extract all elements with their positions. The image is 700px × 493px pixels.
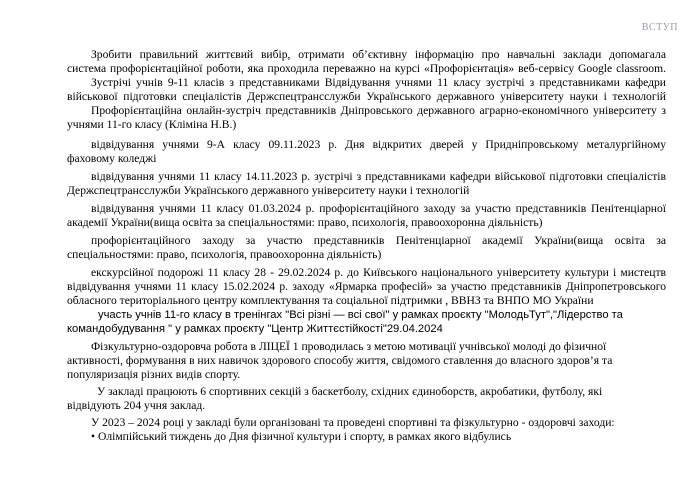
text-line: У закладі працюють 6 спортивних секцій з баскетболу, східних єдиноборств, акробатики, футболу, які bbox=[97, 385, 603, 398]
text-line: У 2023 – 2024 році у закладі були організовані та проведені спортивні та фізкультурно - оздоровчі заходи: bbox=[91, 416, 615, 429]
text-line: академії України(вища освіта за спеціальностями: право, психологія, правоохоронна діяльність) bbox=[67, 216, 543, 229]
section-header: ВСТУП bbox=[641, 22, 678, 33]
text-line: спеціальностями: право, психологія, правоохоронна діяльність) bbox=[67, 248, 382, 261]
bullet-item: • Олімпійський тиждень до Дня фізичної культури і спорту, в рамках якого відбулись bbox=[91, 430, 512, 443]
text-line: активності, формування в них навичок здорового способу життя, свідомого ставлення до власного здоров’я та bbox=[67, 354, 613, 367]
text-line: участь учнів 11-го класу в тренінгах "Всі різні — всі свої" у рамках проєкту "МолодьТут","Лідерство та bbox=[98, 309, 623, 321]
text-line: фаховому коледжі bbox=[67, 152, 157, 165]
text-line: відвідування учнями 11 класу 01.03.2024 р. профорієнтаційного заходу за участю представників Пенітенціарної bbox=[91, 202, 666, 215]
text-line: учнями 11-го класу (Клімiна Н.В.) bbox=[67, 118, 237, 131]
text-line: Профорієнтаційна онлайн-зустріч представників Дніпровського державного аграрно-економічного університету з bbox=[91, 104, 666, 117]
text-line: екскурсійної подорожі 11 класу 28 - 29.02.2024 р. до Київського національного університету культури і мистецтв bbox=[91, 266, 666, 279]
text-line: відвідування учнями 11 класу 15.02.2024 р. заходу «Ярмарка професій» за участю представників Дніпропетровського bbox=[67, 280, 666, 293]
text-line: відвідування учнями 11 класу 14.11.2023 р. зустрічі з представниками кафедри військової підготовки спеціалістів bbox=[91, 170, 666, 183]
text-line: Зустрічі учнів 9-11 класів з представниками Відвідування учнями 11 класу зустрічі з представниками кафедри bbox=[91, 76, 666, 89]
text-line: профорієнтаційного заходу за участю представників Пенітенціарної академії України(вища освіта за bbox=[91, 234, 666, 247]
text-line: популяризація різних видів спорту. bbox=[67, 368, 241, 381]
text-line: система профорієнтаційної роботи, яка проходила переважно на курсі «Профорієнтація» веб-сервісу Google classroom. bbox=[67, 62, 666, 75]
text-line: обласного територіального центру комплектування та соціальної підтримки , ВВНЗ та ВНПО МО України bbox=[67, 294, 594, 307]
text-line: Зробити правильний життєвий вибір, отримати об’єктивну інформацію про навчальні заклади допомагала bbox=[91, 48, 666, 61]
text-line: військової підготовки спеціалістів Держспецтрансслужби Українського державного університету науки і технологій bbox=[67, 90, 666, 103]
text-line: Фізкультурно-оздоровча робота в ЛІЦЕЇ 1 проводилась з метою мотивації учнівської молоді до фізичної bbox=[91, 340, 607, 353]
text-line: відвідування учнями 9-А класу 09.11.2023 р. Дня відкритих дверей у Придніпровському металургійному bbox=[91, 138, 666, 151]
text-line: командобудування " у рамках проєкту "Центр Життєстійкості"29.04.2024 bbox=[67, 323, 443, 335]
text-line: Держспецтрансслужби Українського державного університету науки і технологій bbox=[67, 184, 470, 197]
text-line: відвідують 204 учня заклад. bbox=[67, 399, 206, 412]
